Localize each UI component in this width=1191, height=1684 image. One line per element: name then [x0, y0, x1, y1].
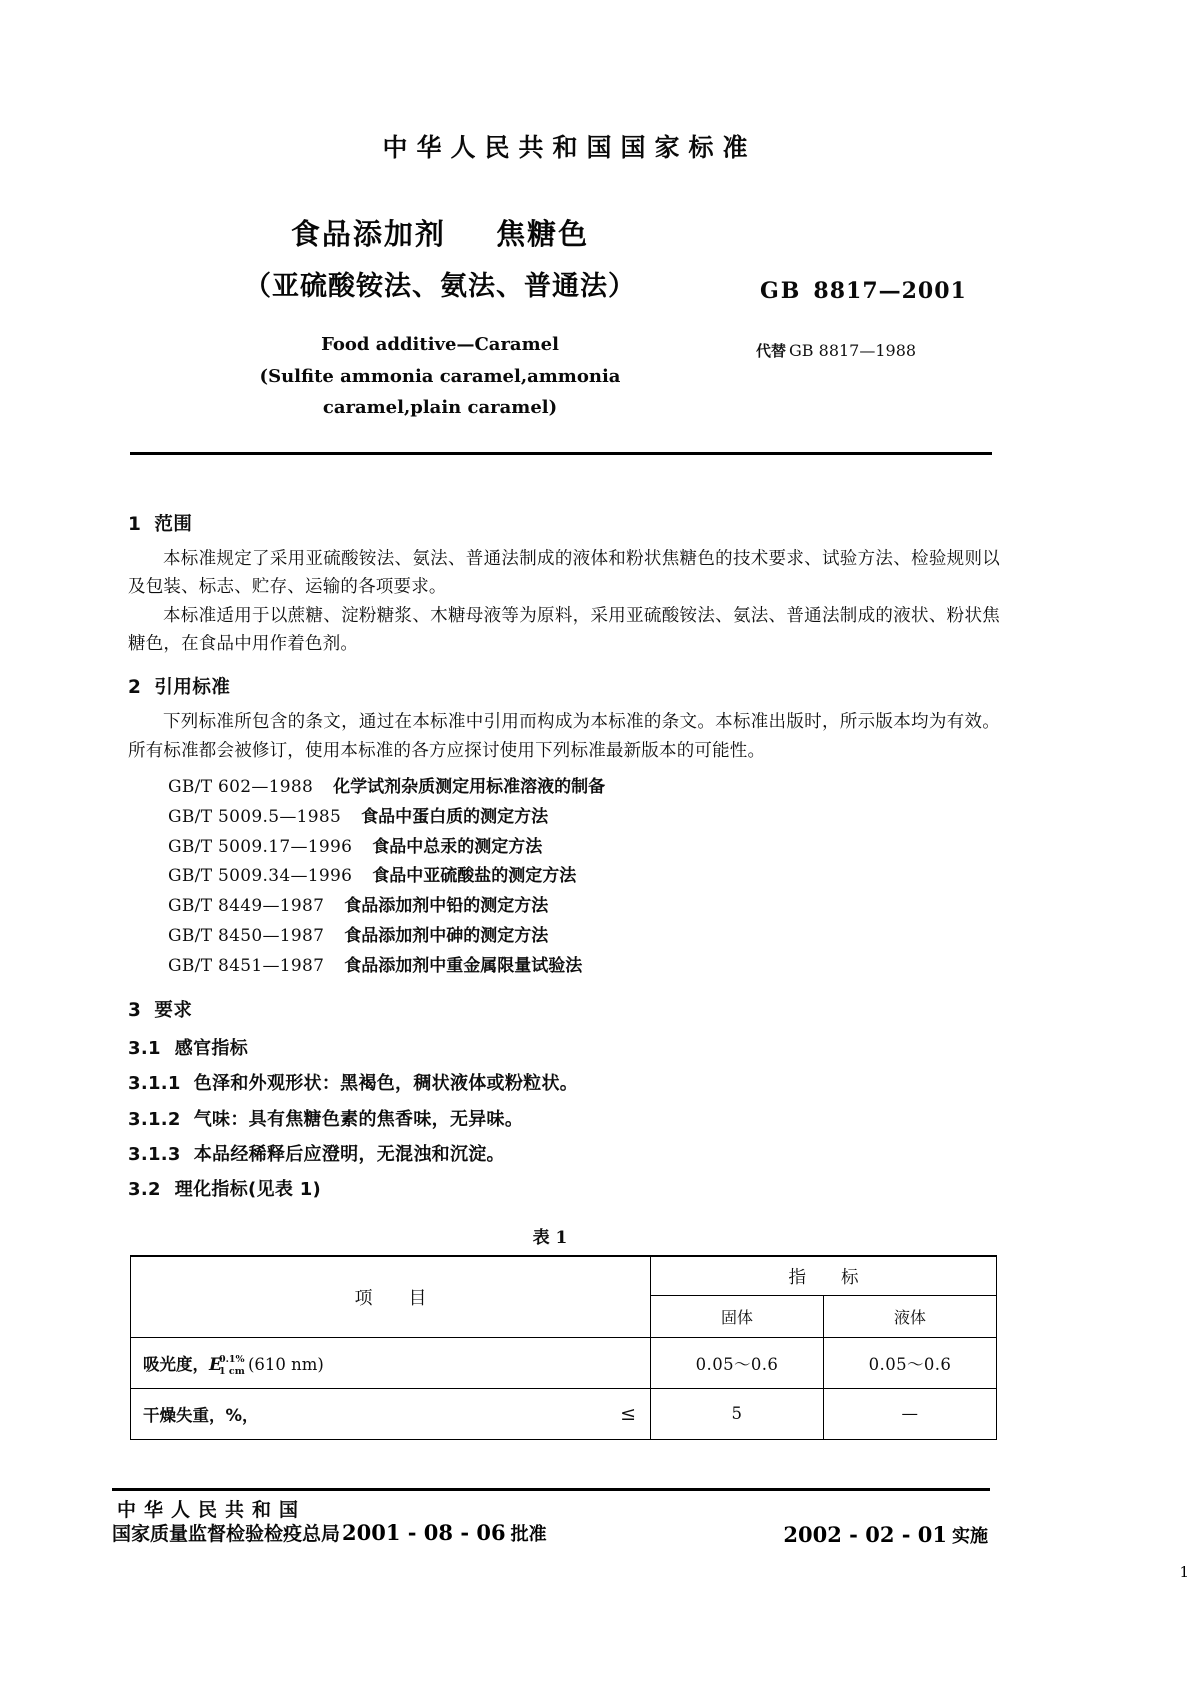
- clause-3-1-1-number: 3.1.1: [128, 1073, 181, 1095]
- document-body: [128, 495, 1000, 1440]
- clause-3-1-1: [128, 1066, 1000, 1101]
- effective-date-block: [783, 1522, 988, 1548]
- normative-references-list: [128, 773, 1000, 981]
- section-1-paragraph-2: 本标准适用于以蔗糖、淀粉糖浆、木糖母液等为原料，采用亚硫酸铵法、氨法、普通法制成的液状、粉状焦糖色，在食品中用作着色剂。: [128, 605, 1000, 655]
- reference-title: 食品添加剂中铅的测定方法: [344, 896, 549, 917]
- less-equal-operator: ≤: [620, 1402, 636, 1425]
- clause-3-1-text: 感官指标: [174, 1038, 248, 1060]
- section-2-paragraph-1: 下列标准所包含的条文，通过在本标准中引用而构成为本标准的条文。本标准出版时，所示版本均为有效。所有标准都会被修订，使用本标准的各方应探讨使用下列标准最新版本的可能性。: [128, 712, 1000, 761]
- section-1-number: 1: [128, 514, 142, 535]
- issuing-authority-line2: 国家质量监督检验检疫总局: [112, 1523, 341, 1546]
- title-chinese-main: [130, 215, 750, 254]
- header-divider-rule: [130, 452, 992, 455]
- reference-code: GB/T 602—1988: [168, 777, 314, 798]
- table-row: [131, 1388, 997, 1439]
- list-item: [128, 833, 1000, 863]
- list-item: [128, 862, 1000, 892]
- formula-superscript: 0.1%: [219, 1353, 245, 1365]
- clause-3-1: [128, 1031, 1000, 1066]
- standard-replaces: [756, 340, 916, 361]
- masthead: [130, 128, 1000, 164]
- standard-prefix: GB: [760, 278, 802, 304]
- section-3-heading: [128, 996, 1000, 1022]
- table-header-liquid: 液体: [824, 1296, 997, 1338]
- section-2-heading: [128, 673, 1000, 699]
- reference-code: GB/T 8450—1987: [168, 925, 325, 946]
- clause-3-1-3-number: 3.1.3: [128, 1143, 181, 1165]
- clause-3-2-text: 理化指标(见表 1): [174, 1178, 322, 1200]
- clause-3-2-number: 3.2: [128, 1178, 161, 1200]
- reference-code: GB/T 5009.34—1996: [168, 866, 353, 887]
- formula-base: E: [209, 1354, 222, 1375]
- reference-title: 食品添加剂中砷的测定方法: [344, 925, 549, 946]
- approval-date: 2001 - 08 - 06: [342, 1519, 506, 1545]
- standard-number: [760, 278, 967, 304]
- clause-3-1-3: [128, 1137, 1000, 1172]
- replaces-label: 代替: [756, 342, 787, 360]
- row-label-prefix: 干燥失重，%，: [143, 1405, 259, 1425]
- table-row-label-loss-on-drying: [131, 1388, 651, 1439]
- page-footer: [112, 1498, 990, 1568]
- section-2-number: 2: [128, 677, 142, 699]
- list-item: [128, 803, 1000, 833]
- page-number: 1: [1179, 1563, 1189, 1581]
- list-item: [128, 773, 1000, 803]
- issuing-authority-line1: 中华人民共和国: [117, 1499, 307, 1521]
- clause-3-1-1-text: 色泽和外观形状：黑褐色，稠状液体或粉粒状。: [193, 1073, 579, 1095]
- effective-date: 2002 - 02 - 01: [783, 1522, 947, 1547]
- table-row-label-absorbance: [131, 1337, 651, 1388]
- title-chinese-part1: 食品添加剂: [290, 217, 446, 251]
- list-item: [128, 952, 1000, 982]
- title-english-line1: Food additive—Caramel: [321, 334, 559, 356]
- title-english-line2: (Sulfite ammonia caramel,ammonia: [259, 365, 621, 387]
- reference-code: GB/T 8449—1987: [168, 896, 325, 917]
- approval-label: 批准: [510, 1523, 547, 1545]
- table-cell-liquid: —: [824, 1388, 997, 1439]
- clause-3-1-number: 3.1: [128, 1038, 161, 1060]
- row-label-suffix: (610 nm): [247, 1354, 324, 1374]
- section-1-heading: [128, 510, 1000, 536]
- section-2-title: 引用标准: [154, 677, 231, 699]
- table-header-row-1: [131, 1256, 997, 1296]
- title-chinese-part2: 焦糖色: [496, 217, 590, 251]
- table-row: [131, 1337, 997, 1388]
- list-item: [128, 892, 1000, 922]
- formula-subscript: 1 cm: [219, 1365, 245, 1377]
- table-cell-liquid: 0.05～0.6: [824, 1337, 997, 1388]
- standard-id: 8817—2001: [813, 278, 967, 304]
- effective-label: 实施: [952, 1526, 988, 1547]
- replaces-value: GB 8817—1988: [789, 341, 917, 360]
- title-english: [130, 329, 750, 424]
- reference-title: 食品中蛋白质的测定方法: [361, 806, 549, 827]
- reference-code: GB/T 5009.17—1996: [168, 836, 353, 857]
- title-english-line3: caramel,plain caramel): [322, 397, 558, 419]
- reference-title: 食品中总汞的测定方法: [372, 836, 543, 857]
- section-3-title: 要求: [154, 1000, 193, 1022]
- reference-code: GB/T 8451—1987: [168, 955, 325, 976]
- absorbance-formula: [209, 1355, 248, 1375]
- reference-title: 食品中亚硫酸盐的测定方法: [372, 866, 577, 887]
- reference-code: GB/T 5009.5—1985: [168, 806, 342, 827]
- table-cell-solid: 5: [651, 1388, 824, 1439]
- reference-title: 食品添加剂中重金属限量试验法: [344, 955, 583, 976]
- table-header-solid: 固体: [651, 1296, 824, 1338]
- row-label-prefix: 吸光度，: [143, 1354, 209, 1374]
- table-cell-solid: 0.05～0.6: [651, 1337, 824, 1388]
- reference-title: 化学试剂杂质测定用标准溶液的制备: [333, 777, 606, 798]
- footer-approval-block: [112, 1498, 547, 1547]
- clause-3-1-3-text: 本品经稀释后应澄明，无混浊和沉淀。: [193, 1143, 505, 1165]
- clause-3-1-2-number: 3.1.2: [128, 1108, 181, 1130]
- list-item: [128, 922, 1000, 952]
- issuing-authority: [112, 1498, 340, 1547]
- section-3-number: 3: [128, 1000, 142, 1022]
- clause-3-1-2-text: 气味：具有焦糖色素的焦香味，无异味。: [193, 1108, 524, 1130]
- table-1-caption: 表 1: [532, 1227, 568, 1248]
- table-header-index: 指 标: [651, 1256, 997, 1296]
- section-1-paragraph-1: 本标准规定了采用亚硫酸铵法、氨法、普通法制成的液体和粉状焦糖色的技术要求、试验方法、检验规则以及包装、标志、贮存、运输的各项要求。: [128, 549, 1000, 598]
- footer-divider-rule: [112, 1488, 990, 1491]
- title-block: [130, 215, 750, 424]
- title-chinese-sub: （亚硫酸铵法、氨法、普通法）: [244, 271, 636, 303]
- national-standard-header: 中华人民共和国国家标准: [382, 133, 757, 162]
- section-1-title: 范围: [154, 514, 193, 535]
- table-header-item: 项 目: [131, 1256, 651, 1338]
- approval-date-block: [342, 1520, 547, 1547]
- physicochemical-index-table: [130, 1255, 997, 1440]
- clause-3-1-2: [128, 1102, 1000, 1137]
- clause-3-2: [128, 1172, 1000, 1207]
